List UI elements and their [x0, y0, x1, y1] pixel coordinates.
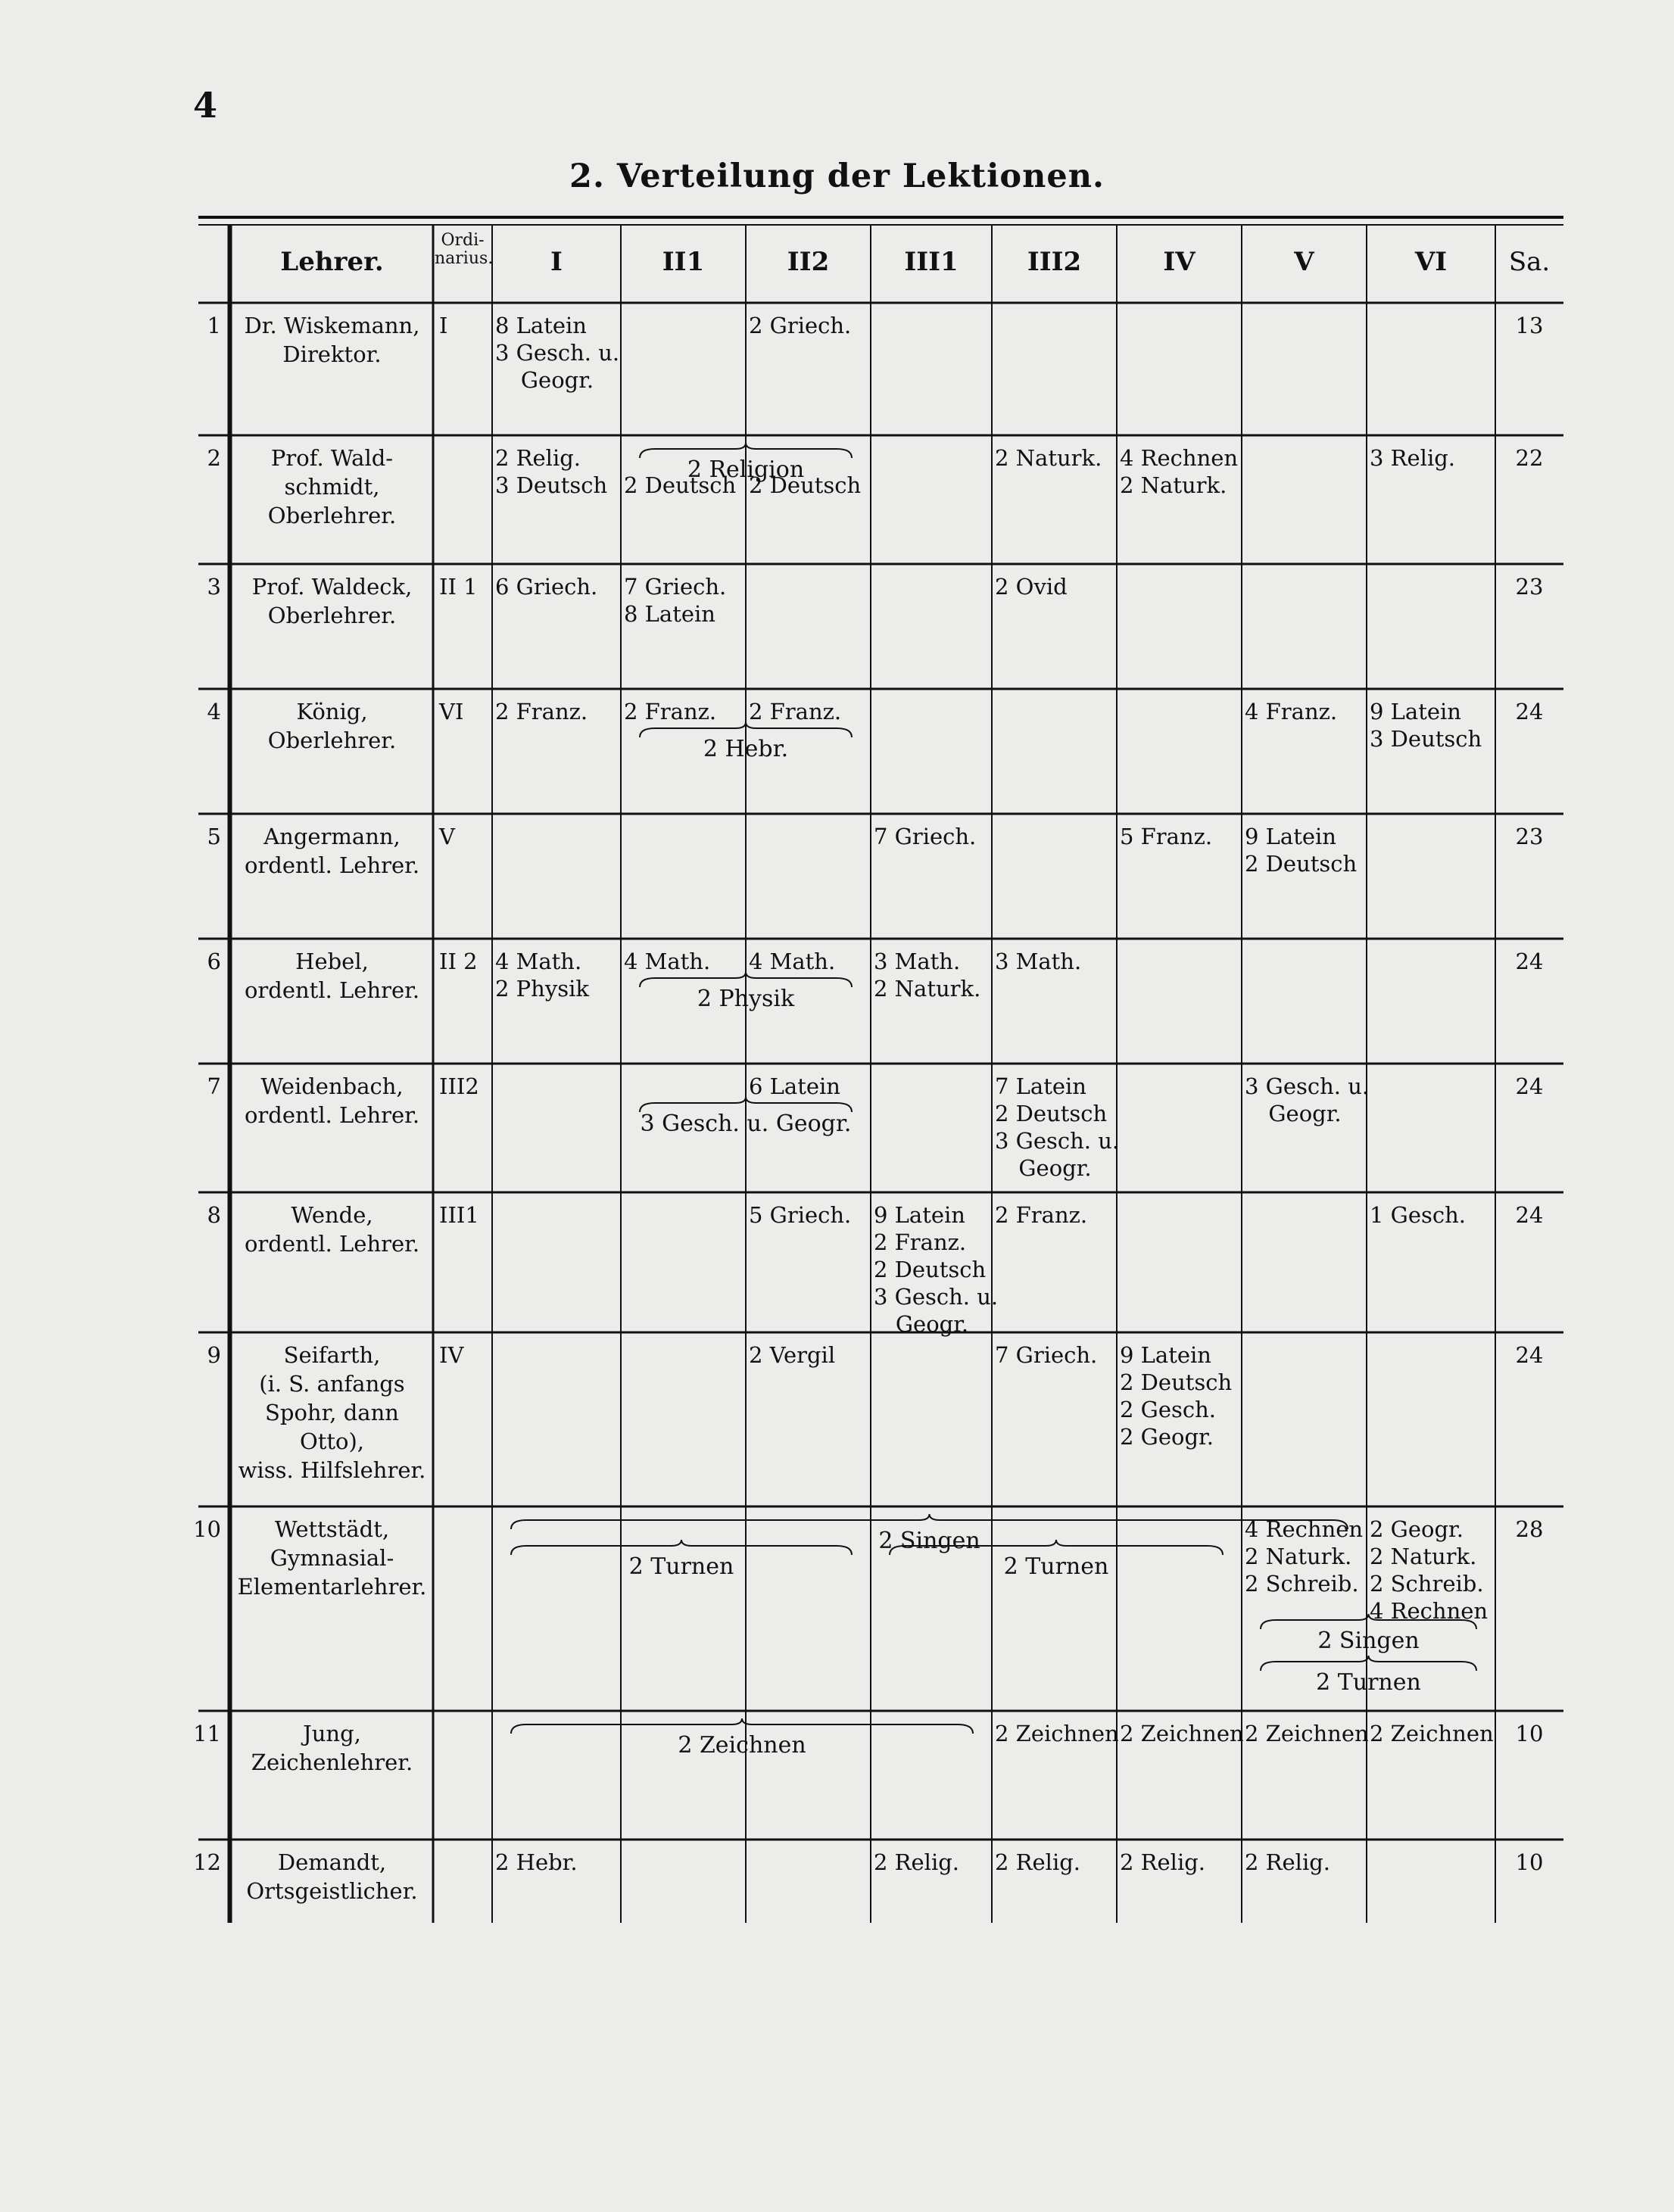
lesson-entry: 3 Gesch. u.	[874, 1284, 999, 1310]
lesson-entry: Geogr.	[895, 1311, 969, 1337]
row-number: 9	[207, 1342, 221, 1368]
lesson-entry: 2 Relig.	[995, 1849, 1080, 1875]
header-class-6: IV	[1163, 247, 1195, 277]
header-class-3: II2	[787, 247, 830, 277]
teacher-name-line: ordentl. Lehrer.	[244, 1102, 420, 1128]
teacher-name-line: schmidt,	[284, 474, 380, 500]
row-number: 4	[207, 699, 221, 724]
teacher-name-line: Demandt,	[277, 1849, 387, 1875]
lesson-entry: 2 Deutsch	[749, 472, 862, 498]
span-brace	[511, 1718, 973, 1734]
lesson-entry: 3 Deutsch	[495, 472, 608, 498]
lesson-entry: 2 Zeichnen	[1370, 1721, 1494, 1746]
ordinarius-value: III1	[439, 1202, 479, 1228]
lesson-entry: 2 Relig.	[1120, 1849, 1205, 1875]
lesson-entry: Geogr.	[520, 367, 594, 393]
row-sum: 22	[1515, 445, 1544, 471]
lesson-entry: 2 Zeichnen	[995, 1721, 1119, 1746]
lesson-entry: 4 Rechnen	[1370, 1598, 1489, 1624]
lesson-entry: 4 Math.	[495, 949, 582, 974]
lesson-entry: 2 Physik	[495, 976, 589, 1002]
lesson-entry: 7 Griech.	[624, 574, 727, 600]
teacher-name-line: Seifarth,	[283, 1342, 381, 1368]
span-brace-label: 2 Physik	[697, 986, 795, 1012]
lesson-entry: 7 Griech.	[874, 824, 977, 849]
teacher-name-line: ordentl. Lehrer.	[244, 977, 420, 1003]
lesson-entry: 3 Gesch. u.	[1245, 1073, 1370, 1099]
lesson-entry: 4 Math.	[749, 949, 836, 974]
teacher-name-line: Zeichenlehrer.	[251, 1749, 413, 1775]
header-class-7: V	[1294, 247, 1314, 277]
lesson-entry: 9 Latein	[1120, 1342, 1211, 1368]
header-class-8: VI	[1414, 247, 1448, 277]
teacher-name-line: König,	[296, 699, 368, 724]
lesson-entry: 2 Relig.	[874, 1849, 959, 1875]
lesson-entry: 2 Deutsch	[1245, 851, 1358, 877]
ordinarius-value: III2	[439, 1073, 479, 1099]
header-class-4: III1	[904, 247, 959, 277]
lesson-entry: 4 Rechnen	[1245, 1516, 1364, 1542]
lesson-entry: 9 Latein	[1245, 824, 1336, 849]
lesson-entry: 7 Griech.	[995, 1342, 1098, 1368]
lesson-entry: 5 Franz.	[1120, 824, 1213, 849]
header-class-2: II1	[662, 247, 705, 277]
lesson-entry: 5 Griech.	[749, 1202, 852, 1228]
teacher-name-line: Oberlehrer.	[267, 727, 397, 753]
teacher-name-line: Direktor.	[282, 341, 382, 367]
teacher-name-line: Oberlehrer.	[267, 503, 397, 528]
lesson-entry: 2 Naturk.	[874, 976, 981, 1002]
teacher-name-line: Oberlehrer.	[267, 603, 397, 628]
header-lehrer: Lehrer.	[280, 247, 384, 277]
span-brace-label: 2 Singen	[878, 1528, 980, 1554]
lesson-entry: 2 Gesch.	[1120, 1397, 1217, 1422]
span-brace-label: 2 Turnen	[1003, 1553, 1109, 1580]
teacher-name-line: Dr. Wiskemann,	[244, 313, 420, 338]
row-sum: 24	[1515, 1342, 1544, 1368]
row-sum: 23	[1515, 824, 1544, 849]
ordinarius-value: II 1	[439, 574, 478, 600]
row-sum: 10	[1515, 1849, 1544, 1875]
row-number: 1	[207, 313, 221, 338]
teacher-name-line: Otto),	[299, 1428, 365, 1454]
span-brace	[511, 1514, 1348, 1529]
row-number: 10	[193, 1516, 221, 1542]
lesson-entry: 2 Franz.	[995, 1202, 1088, 1228]
lesson-entry: 9 Latein	[1370, 699, 1461, 724]
teacher-name-line: Ortsgeistlicher.	[246, 1878, 418, 1904]
teacher-name-line: Jung,	[303, 1721, 361, 1746]
lesson-entry: 4 Franz.	[1245, 699, 1338, 724]
ordinarius-value: IV	[439, 1342, 464, 1368]
lesson-entry: 2 Franz.	[874, 1229, 967, 1255]
lesson-entry: 8 Latein	[624, 601, 715, 627]
lesson-entry: 2 Geogr.	[1120, 1424, 1214, 1450]
ordinarius-value: I	[439, 313, 448, 338]
page-title: 2. Verteilung der Lektionen.	[569, 157, 1105, 195]
ordinarius-value: V	[439, 824, 455, 849]
span-brace-label: 2 Hebr.	[703, 736, 789, 762]
ordinarius-value: II 2	[439, 949, 478, 974]
lesson-entry: 2 Deutsch	[995, 1101, 1108, 1126]
lesson-entry: 2 Naturk.	[995, 445, 1102, 471]
row-number: 3	[207, 574, 221, 600]
row-number: 11	[193, 1721, 221, 1746]
teacher-name-line: Wende,	[291, 1202, 373, 1228]
lesson-entry: 3 Gesch. u.	[495, 340, 620, 366]
row-sum: 24	[1515, 699, 1544, 724]
span-brace-label: 2 Singen	[1317, 1628, 1420, 1654]
lesson-entry: 2 Schreib.	[1245, 1571, 1359, 1597]
lesson-entry: 2 Zeichnen	[1245, 1721, 1369, 1746]
teacher-name-line: ordentl. Lehrer.	[244, 1231, 420, 1257]
lesson-entry: 2 Vergil	[749, 1342, 836, 1368]
row-sum: 10	[1515, 1721, 1544, 1746]
page-number: 4	[193, 85, 218, 126]
header-class-1: I	[550, 247, 563, 277]
row-sum: 24	[1515, 949, 1544, 974]
lesson-entry: 2 Geogr.	[1370, 1516, 1464, 1542]
span-brace-label: 3 Gesch. u. Geogr.	[640, 1111, 852, 1137]
teacher-name-line: (i. S. anfangs	[259, 1371, 405, 1397]
lesson-entry: 4 Rechnen	[1120, 445, 1239, 471]
row-sum: 28	[1515, 1516, 1544, 1542]
span-brace-label: 2 Turnen	[1316, 1669, 1421, 1696]
header-ordinarius: Ordi- narius.	[435, 231, 494, 268]
lesson-entry: Geogr.	[1018, 1155, 1092, 1181]
lesson-entry: 2 Franz.	[749, 699, 842, 724]
row-sum: 24	[1515, 1202, 1544, 1228]
teacher-name-line: Prof. Waldeck,	[251, 574, 413, 600]
lesson-entry: 3 Math.	[995, 949, 1082, 974]
row-sum: 23	[1515, 574, 1544, 600]
lesson-entry: 3 Deutsch	[1370, 726, 1482, 752]
teacher-name-line: Prof. Wald-	[270, 445, 394, 471]
lesson-entry: 2 Naturk.	[1245, 1544, 1352, 1569]
row-number: 2	[207, 445, 221, 471]
lesson-entry: 4 Math.	[624, 949, 711, 974]
span-brace-label: 2 Religion	[687, 456, 805, 483]
lesson-entry: 1 Gesch.	[1370, 1202, 1467, 1228]
lesson-entry: 6 Latein	[749, 1073, 840, 1099]
row-number: 5	[207, 824, 221, 849]
lesson-entry: 2 Naturk.	[1120, 472, 1227, 498]
lesson-entry: 2 Deutsch	[1120, 1369, 1233, 1395]
lesson-entry: 6 Griech.	[495, 574, 598, 600]
teacher-name-line: Gymnasial-	[270, 1545, 394, 1571]
lesson-entry: 3 Relig.	[1370, 445, 1455, 471]
lesson-entry: 2 Franz.	[624, 699, 717, 724]
teacher-name-line: Elementarlehrer.	[237, 1574, 427, 1600]
lesson-entry: 3 Math.	[874, 949, 961, 974]
span-brace-label: 2 Turnen	[628, 1553, 734, 1580]
lesson-entry: 2 Relig.	[495, 445, 581, 471]
teacher-name-line: Hebel,	[295, 949, 369, 974]
ordinarius-value: VI	[439, 699, 464, 724]
span-brace-label: 2 Zeichnen	[678, 1732, 806, 1759]
row-number: 7	[207, 1073, 221, 1099]
row-number: 8	[207, 1202, 221, 1228]
lesson-entry: 2 Relig.	[1245, 1849, 1330, 1875]
lesson-entry: 9 Latein	[874, 1202, 965, 1228]
teacher-name-line: Spohr, dann	[265, 1400, 399, 1425]
lesson-entry: 2 Griech.	[749, 313, 852, 338]
lesson-entry: 7 Latein	[995, 1073, 1086, 1099]
lesson-entry: 2 Ovid	[995, 574, 1068, 600]
lesson-entry: 2 Deutsch	[874, 1257, 987, 1282]
header-class-5: III2	[1027, 247, 1082, 277]
lesson-entry: 2 Hebr.	[495, 1849, 578, 1875]
lesson-entry: 2 Schreib.	[1370, 1571, 1484, 1597]
row-number: 12	[193, 1849, 221, 1875]
lesson-entry: 2 Franz.	[495, 699, 588, 724]
lesson-entry: 2 Deutsch	[624, 472, 737, 498]
row-number: 6	[207, 949, 221, 974]
teacher-name-line: ordentl. Lehrer.	[244, 852, 420, 878]
row-sum: 13	[1515, 313, 1544, 338]
lesson-entry: 2 Zeichnen	[1120, 1721, 1244, 1746]
span-brace	[1261, 1656, 1476, 1671]
lesson-entry: 2 Naturk.	[1370, 1544, 1477, 1569]
teacher-name-line: Wettstädt,	[274, 1516, 390, 1542]
lesson-entry: 8 Latein	[495, 313, 587, 338]
teacher-name-line: Weidenbach,	[260, 1073, 404, 1099]
teacher-name-line: wiss. Hilfslehrer.	[238, 1457, 426, 1483]
teacher-name-line: Angermann,	[263, 824, 401, 849]
lesson-entry: 3 Gesch. u.	[995, 1128, 1120, 1154]
lesson-entry: Geogr.	[1268, 1101, 1342, 1126]
row-sum: 24	[1515, 1073, 1544, 1099]
header-sum: Sa.	[1508, 247, 1551, 277]
